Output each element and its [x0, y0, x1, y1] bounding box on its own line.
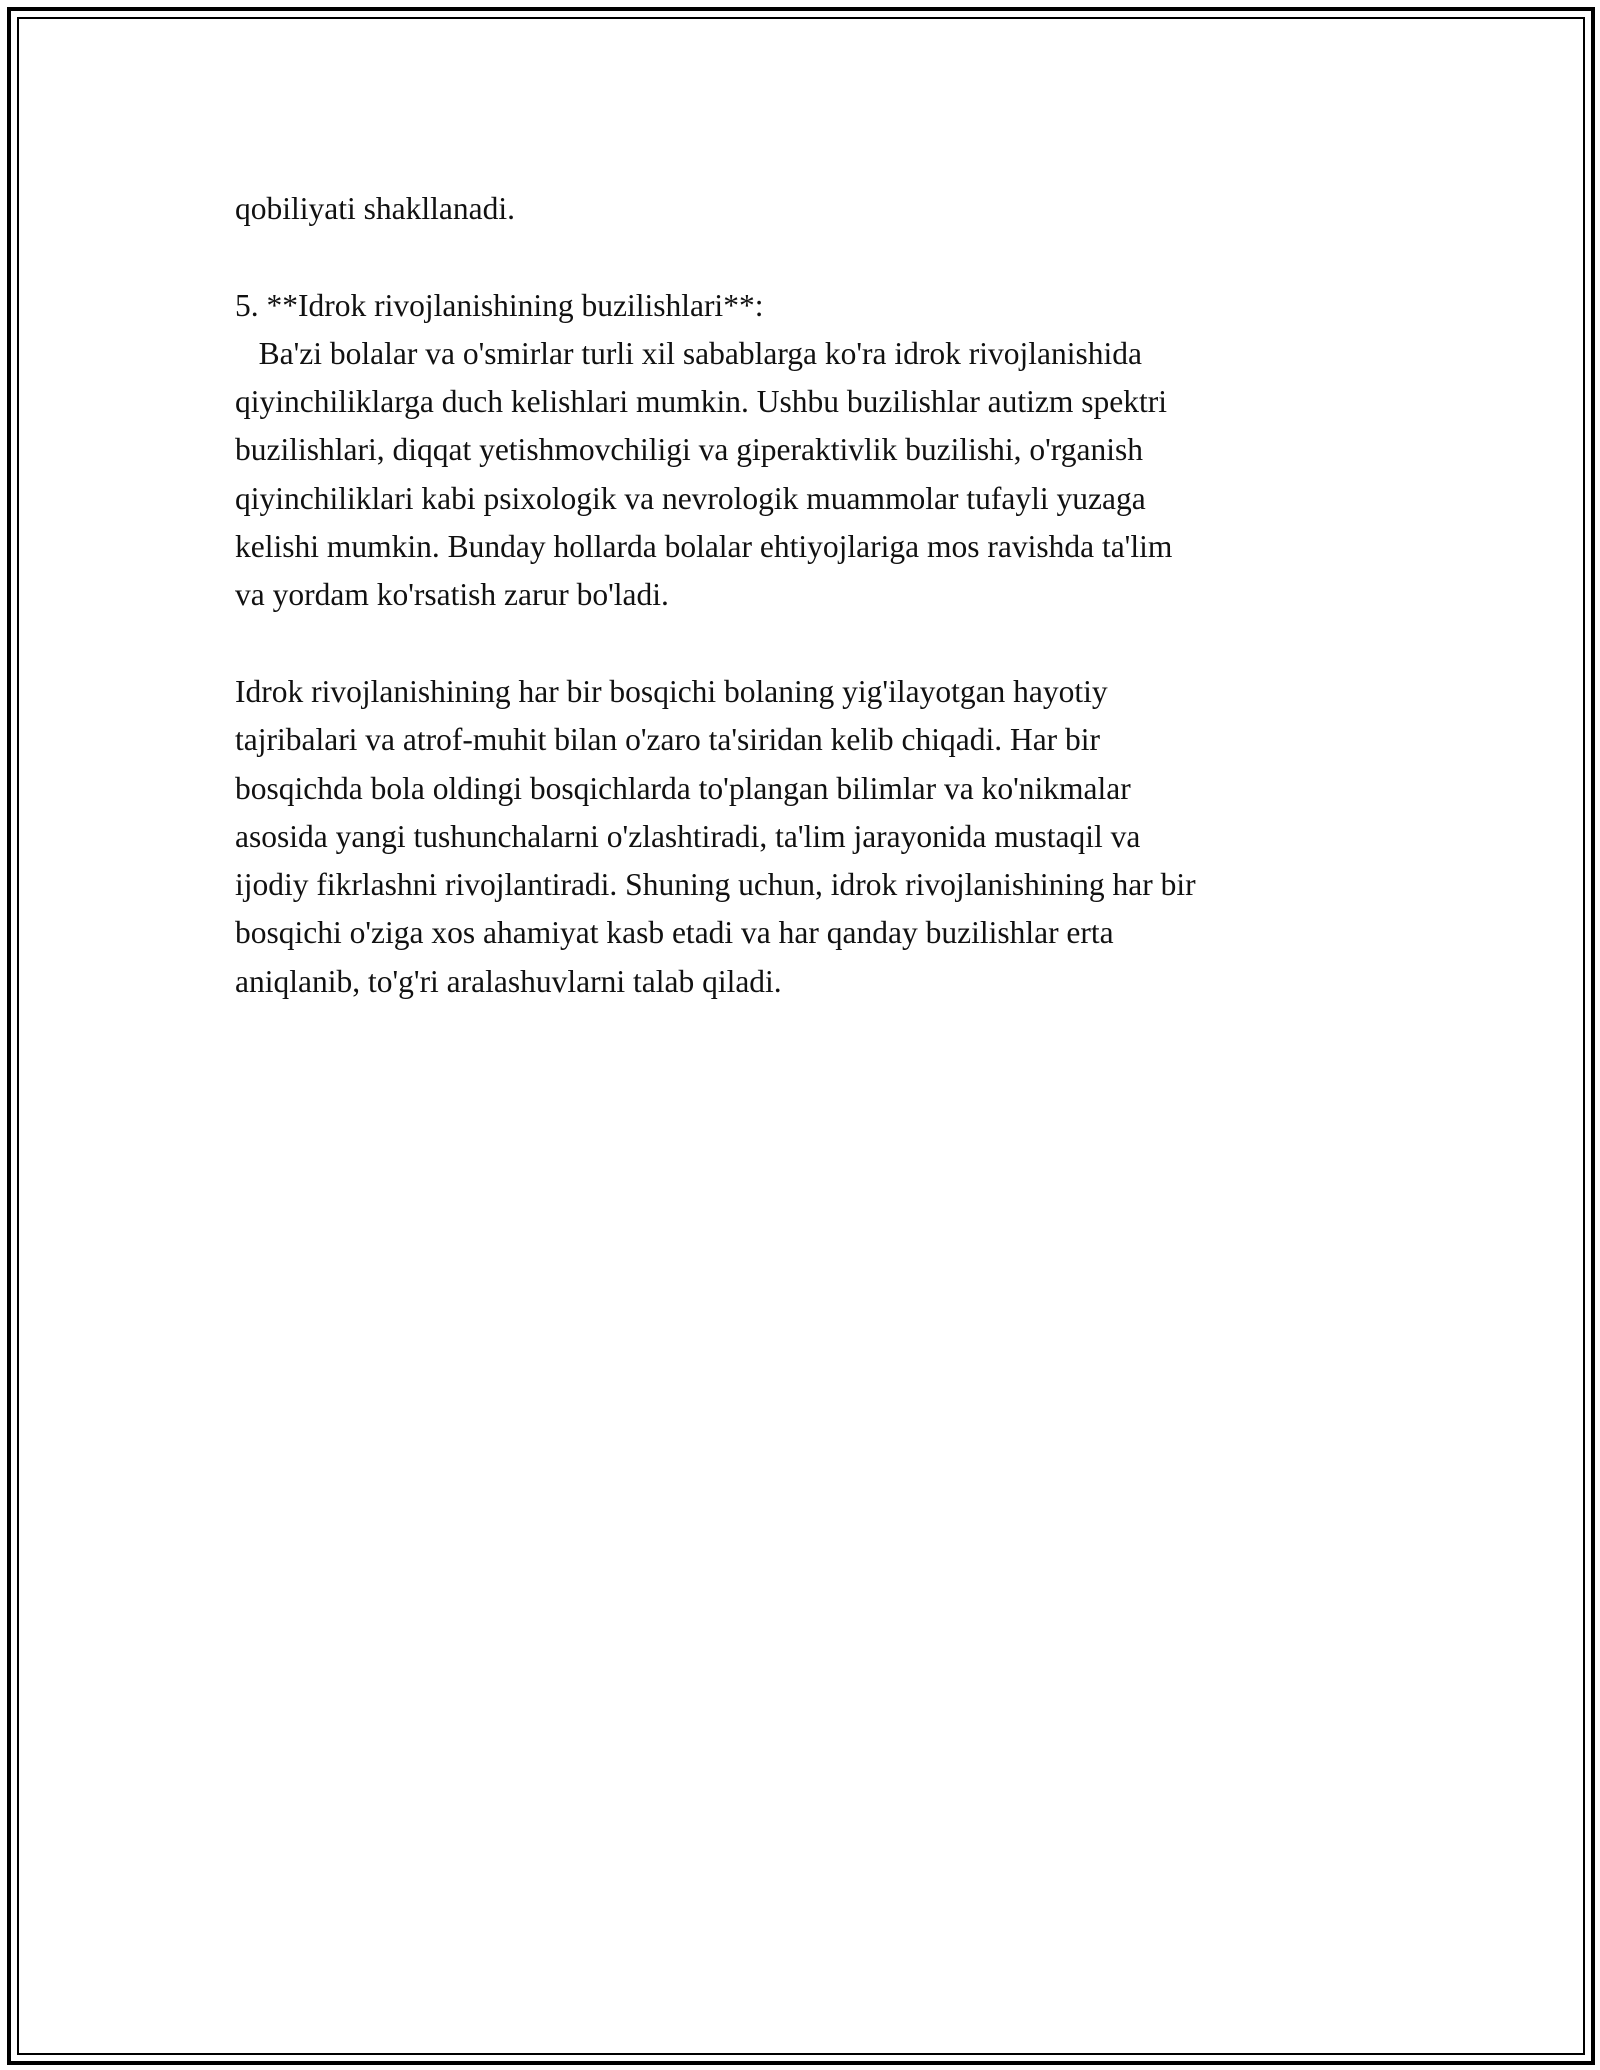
text-line: va yordam ko'rsatish zarur bo'ladi. [235, 577, 669, 613]
text-line: Idrok rivojlanishining har bir bosqichi bolaning yig'ilayotgan hayotiy [235, 673, 1108, 709]
text-line: qobiliyati shakllanadi. [235, 191, 515, 226]
intro-paragraph [235, 185, 1365, 233]
text-line: buzilishlari, diqqat yetishmovchiligi va giperaktivlik buzilishi, o'rganish [235, 432, 1143, 468]
section-5 [235, 282, 1365, 620]
text-line: kelishi mumkin. Bunday hollarda bolalar ehtiyojlariga mos ravishda ta'lim [235, 529, 1173, 565]
text-line: Ba'zi bolalar va o'smirlar turli xil sabablarga ko'ra idrok rivojlanishida [235, 335, 1142, 371]
text-line: ijodiy fikrlashni rivojlantiradi. Shuning uchun, idrok rivojlanishining har bir [235, 867, 1196, 903]
text-line: qiyinchiliklarga duch kelishlari mumkin. Ushbu buzilishlar autizm spektri [235, 384, 1168, 420]
text-line: bosqichi o'ziga xos ahamiyat kasb etadi va har qanday buzilishlar erta [235, 915, 1114, 951]
text-line: aniqlanib, to'g'ri aralashuvlarni talab qiladi. [235, 963, 782, 999]
paragraph-gap [235, 620, 1365, 668]
text-line: asosida yangi tushunchalarni o'zlashtiradi, ta'lim jarayonida mustaqil va [235, 818, 1141, 854]
text-line: bosqichda bola oldingi bosqichlarda to'plangan bilimlar va ko'nikmalar [235, 770, 1131, 806]
conclusion-paragraph [235, 668, 1365, 1006]
text-line: tajribalari va atrof-muhit bilan o'zaro ta'siridan kelib chiqadi. Har bir [235, 722, 1101, 758]
document-body [235, 185, 1365, 1006]
text-line: qiyinchiliklari kabi psixologik va nevrologik muammolar tufayli yuzaga [235, 480, 1146, 516]
paragraph-gap [235, 233, 1365, 281]
section-heading: 5. **Idrok rivojlanishining buzilishlari**: [235, 287, 764, 323]
